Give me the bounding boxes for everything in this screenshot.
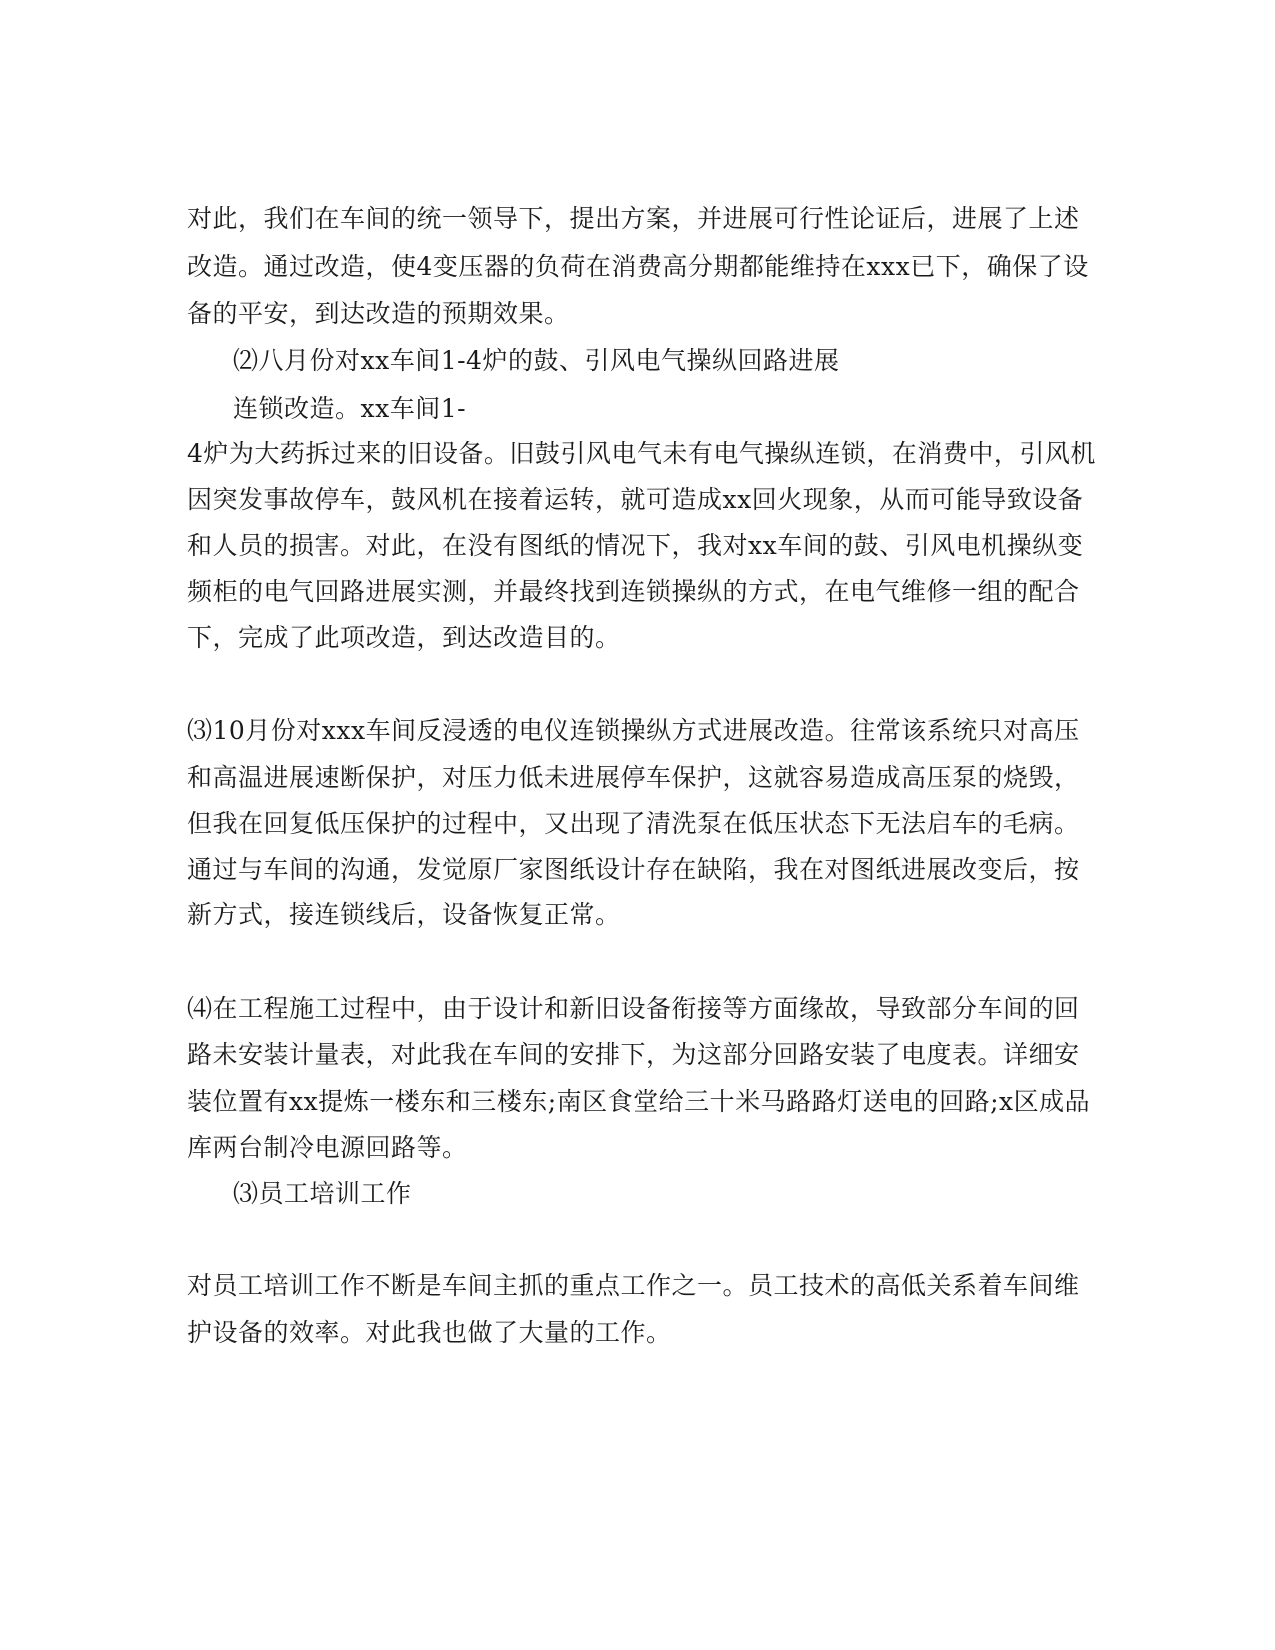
text-line: 备的平安，到达改造的预期效果。 bbox=[187, 299, 570, 328]
text-line: 装位置有xx提炼一楼东和三楼东;南区食堂给三十米马路路灯送电的回路;x区成品 bbox=[187, 1087, 1091, 1116]
text-line: ⑷在工程施工过程中，由于设计和新旧设备衔接等方面缘故，导致部分车间的回 bbox=[187, 994, 1080, 1023]
text-line: 通过与车间的沟通，发觉原厂家图纸设计存在缺陷，我在对图纸进展改变后，按 bbox=[187, 855, 1080, 884]
text-line: 下，完成了此项改造，到达改造目的。 bbox=[187, 623, 621, 652]
text-line: 但我在回复低压保护的过程中，又出现了清洗泵在低压状态下无法启车的毛病。 bbox=[187, 809, 1080, 838]
text-line: 对员工培训工作不断是车间主抓的重点工作之一。员工技术的高低关系着车间维 bbox=[187, 1271, 1080, 1300]
text-line: 路未安装计量表，对此我在车间的安排下，为这部分回路安装了电度表。详细安 bbox=[187, 1040, 1080, 1069]
text-line: 对此，我们在车间的统一领导下，提出方案，并进展可行性论证后，进展了上述 bbox=[187, 204, 1080, 233]
text-line: 频柜的电气回路进展实测，并最终找到连锁操纵的方式，在电气维修一组的配合 bbox=[187, 577, 1080, 606]
text-line: 库两台制冷电源回路等。 bbox=[187, 1133, 468, 1162]
text-line: 4炉为大药拆过来的旧设备。旧鼓引风电气未有电气操纵连锁，在消费中，引风机 bbox=[187, 439, 1096, 468]
text-line: 连锁改造。xx车间1- bbox=[233, 394, 467, 423]
text-line: ⑵八月份对xx车间1-4炉的鼓、引风电气操纵回路进展 bbox=[233, 346, 840, 375]
text-line: 和高温进展速断保护，对压力低未进展停车保护，这就容易造成高压泵的烧毁， bbox=[187, 763, 1080, 792]
text-line: 因突发事故停车，鼓风机在接着运转，就可造成xx回火现象，从而可能导致设备 bbox=[187, 485, 1084, 514]
text-line: 改造。通过改造，使4变压器的负荷在消费高分期都能维持在xxx已下，确保了设 bbox=[187, 252, 1089, 281]
text-line: 和人员的损害。对此，在没有图纸的情况下，我对xx车间的鼓、引风电机操纵变 bbox=[187, 531, 1084, 560]
text-line: 新方式，接连锁线后，设备恢复正常。 bbox=[187, 900, 621, 929]
text-line: 护设备的效率。对此我也做了大量的工作。 bbox=[187, 1318, 672, 1347]
section-heading: ⑶员工培训工作 bbox=[233, 1179, 412, 1208]
text-line: ⑶10月份对xxx车间反浸透的电仪连锁操纵方式进展改造。往常该系统只对高压 bbox=[187, 716, 1080, 745]
